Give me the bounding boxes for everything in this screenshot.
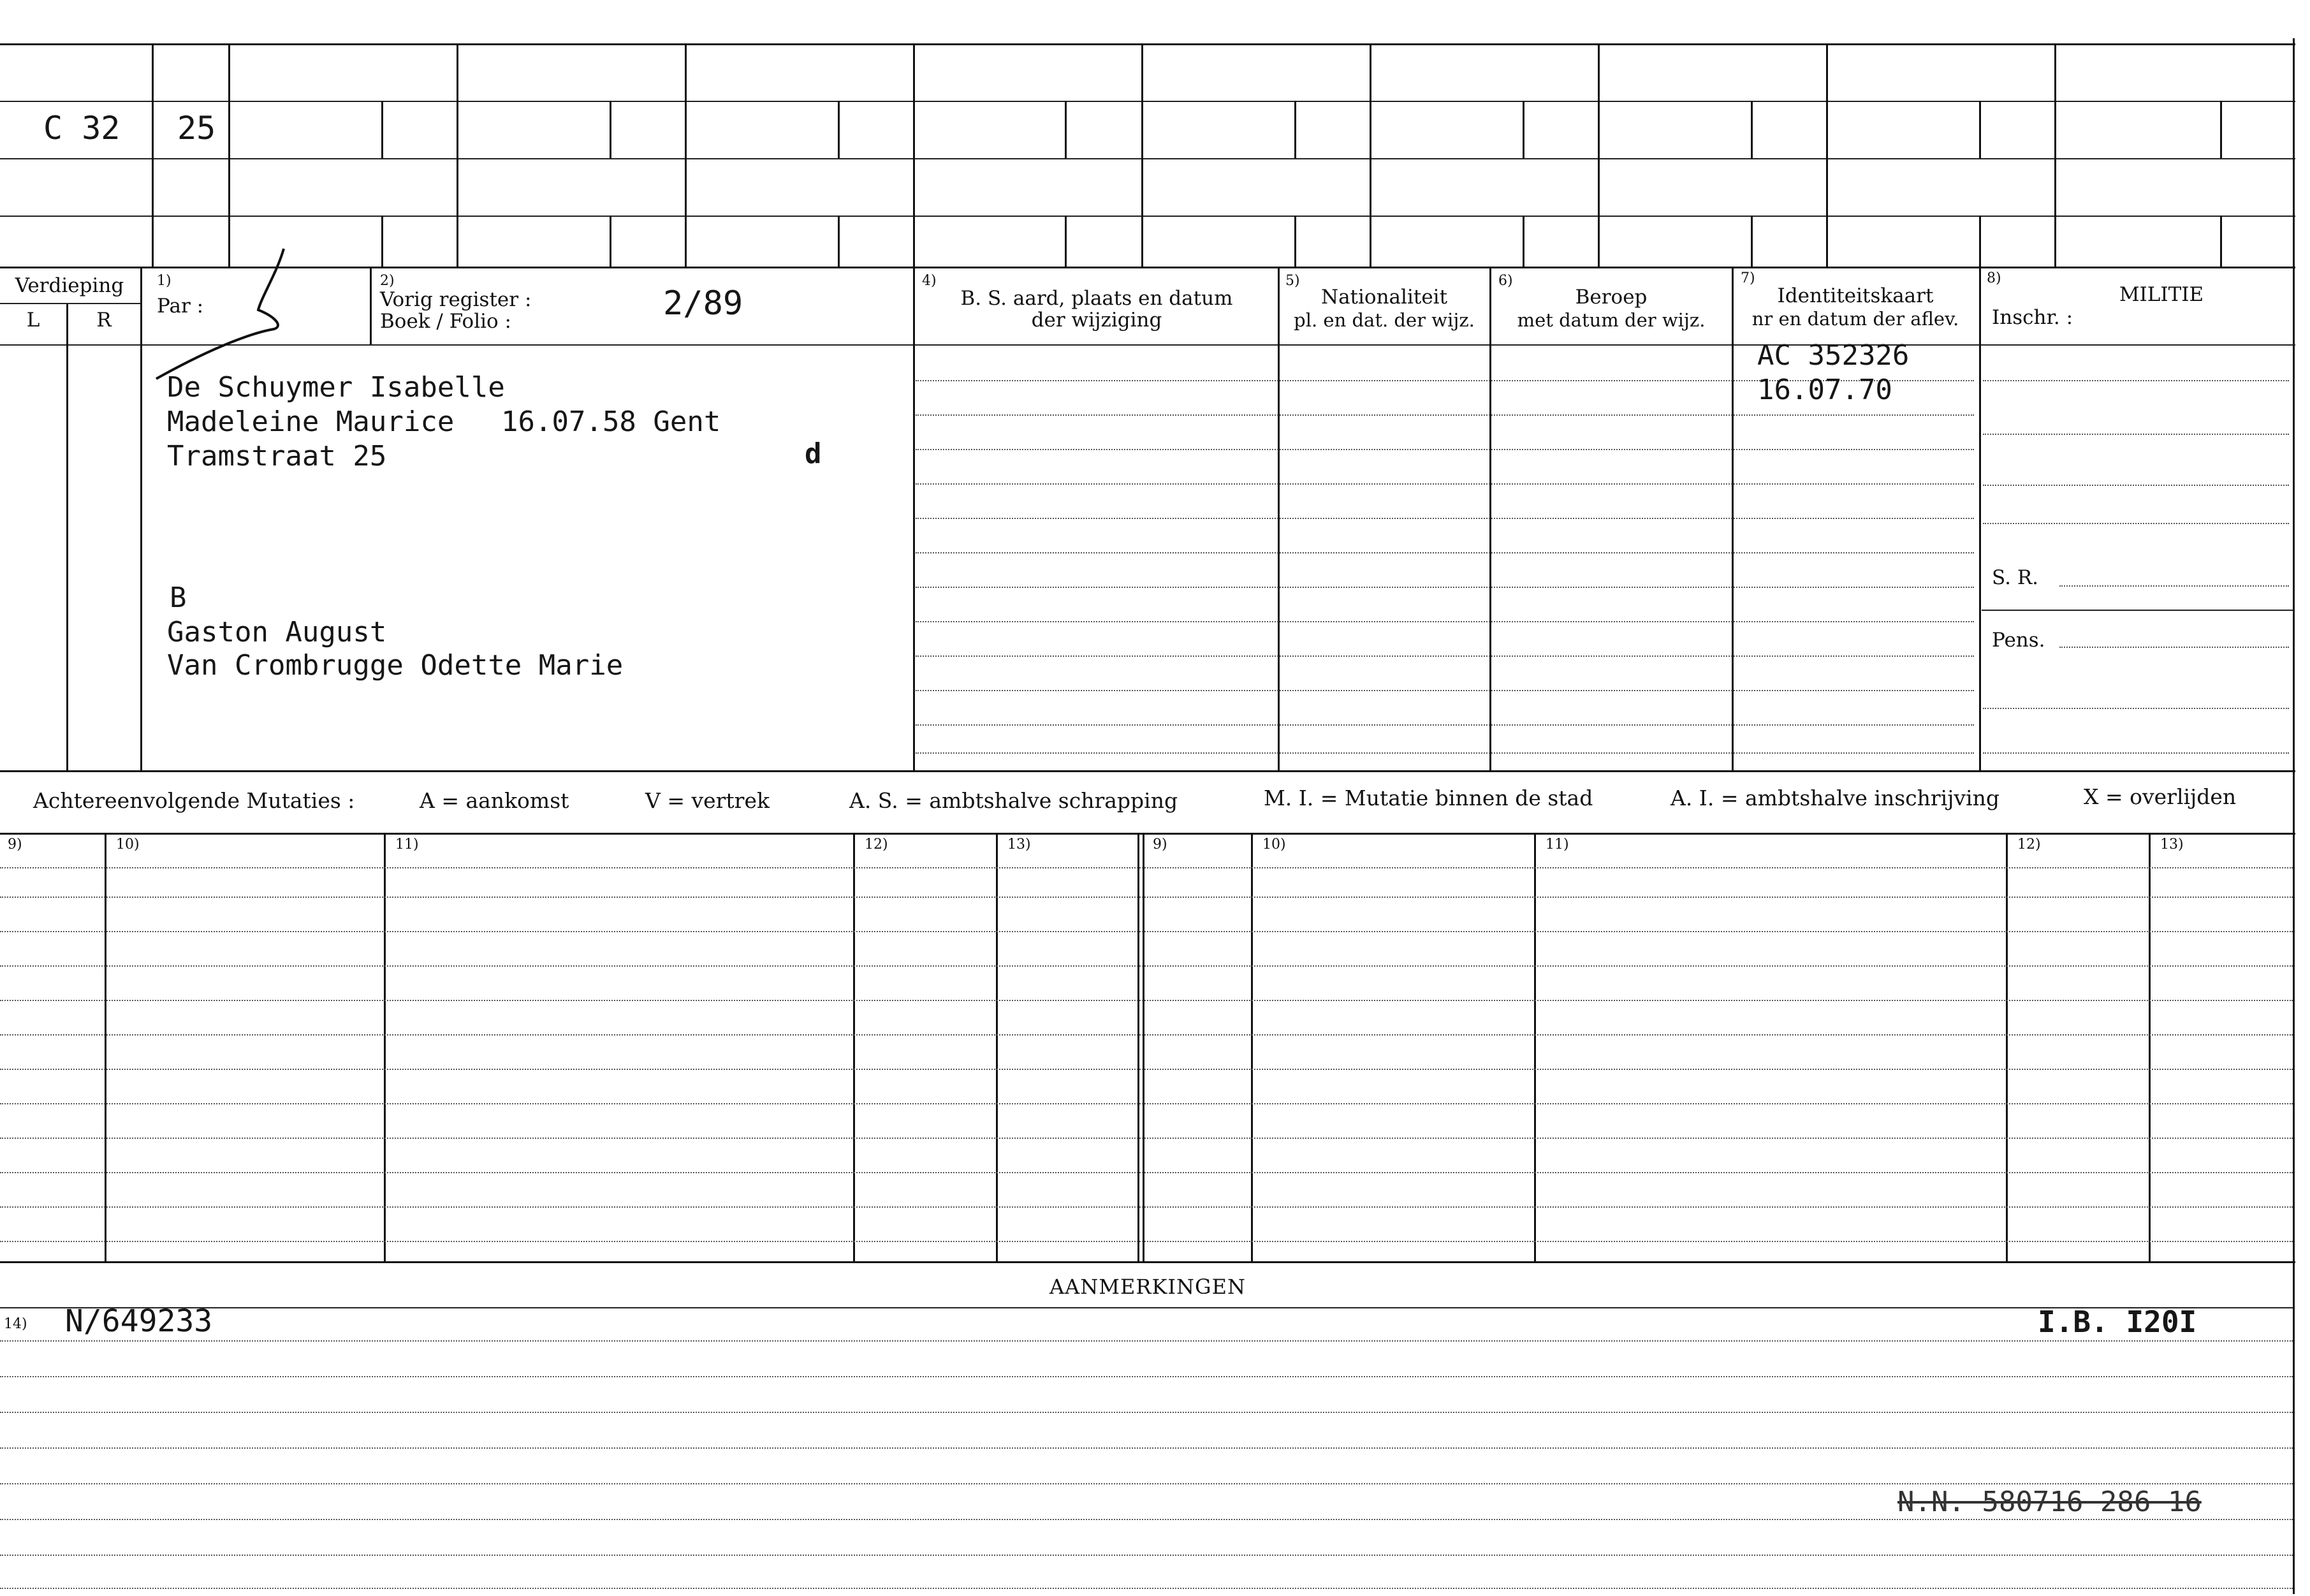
col1-number: 1) <box>157 273 172 289</box>
status-marker: d <box>805 437 822 470</box>
col7-number: 7) <box>1741 270 1755 286</box>
legend-inschrijving: A. I. = ambtshalve inschrijving <box>1670 786 2000 810</box>
remarks-title: AANMERKINGEN <box>1049 1275 1246 1299</box>
id-card-date: 16.07.70 <box>1757 374 1892 406</box>
col4-number: 4) <box>922 273 937 289</box>
mut-right-col9: 9) <box>1153 837 1167 853</box>
number-cell: 25 <box>177 110 216 147</box>
verdieping-right: R <box>96 309 112 332</box>
beroep-line2: met datum der wijz. <box>1517 309 1706 331</box>
remarks-reference: N/649233 <box>65 1303 213 1339</box>
address: Tramstraat 25 <box>167 440 387 472</box>
beroep-line1: Beroep <box>1575 286 1648 309</box>
col2-number: 2) <box>380 273 395 289</box>
boek-folio-label: Boek / Folio : <box>380 310 511 333</box>
legend-vertrek: V = vertrek <box>645 788 770 813</box>
identiteitskaart-line1: Identiteitskaart <box>1777 284 1934 307</box>
par-label: Par : <box>157 295 204 318</box>
col6-number: 6) <box>1498 273 1513 289</box>
mut-right-col12: 12) <box>2017 837 2041 853</box>
inschr-label: Inschr. : <box>1992 306 2073 329</box>
legend-title: Achtereenvolgende Mutaties : <box>33 788 355 813</box>
parents-marker: B <box>170 582 187 614</box>
mut-right-col13: 13) <box>2160 837 2184 853</box>
register-value: 2/89 <box>663 284 743 323</box>
pens-label: Pens. <box>1992 629 2045 652</box>
mut-left-col9: 9) <box>8 837 22 853</box>
parent-mother: Van Crombrugge Odette Marie <box>167 649 624 682</box>
nationaliteit-line1: Nationaliteit <box>1320 286 1448 309</box>
person-name-line1: De Schuymer Isabelle <box>167 371 505 404</box>
identiteitskaart-line2: nr en datum der aflev. <box>1751 308 1959 330</box>
verdieping-label: Verdieping <box>15 274 124 297</box>
mut-right-col11: 11) <box>1546 837 1569 853</box>
legend-mutatie-stad: M. I. = Mutatie binnen de stad <box>1264 786 1593 810</box>
mut-right-col10: 10) <box>1262 837 1286 853</box>
nationaliteit-line2: pl. en dat. der wijz. <box>1294 309 1475 331</box>
militie-title: MILITIE <box>2119 283 2204 306</box>
mut-left-col13: 13) <box>1007 837 1031 853</box>
parent-father: Gaston August <box>167 616 387 648</box>
vorig-register-label: Vorig register : <box>380 288 532 311</box>
national-number: N.N. 580716 286 16 <box>1897 1486 2202 1518</box>
mut-left-col10: 10) <box>116 837 140 853</box>
col5-number: 5) <box>1285 273 1300 289</box>
legend-schrapping: A. S. = ambtshalve schrapping <box>849 788 1178 813</box>
legend-overlijden: X = overlijden <box>2084 784 2237 809</box>
person-name-line2: Madeleine Maurice <box>167 406 455 438</box>
sr-label: S. R. <box>1992 566 2039 589</box>
mut-left-col11: 11) <box>395 837 419 853</box>
mut-left-col12: 12) <box>865 837 888 853</box>
remarks-number: 14) <box>4 1316 27 1332</box>
col8-number: 8) <box>1987 270 2001 286</box>
bs-header-line2: der wijziging <box>1031 309 1162 332</box>
bs-header-line1: B. S. aard, plaats en datum <box>960 287 1233 310</box>
legend-aankomst: A = aankomst <box>420 788 569 813</box>
birth-date-place: 16.07.58 Gent <box>501 406 721 438</box>
remarks-ib: I.B. I20I <box>2038 1305 2197 1339</box>
verdieping-left: L <box>26 309 40 332</box>
code-cell: C 32 <box>43 110 121 147</box>
id-card-number: AC 352326 <box>1757 339 1910 372</box>
